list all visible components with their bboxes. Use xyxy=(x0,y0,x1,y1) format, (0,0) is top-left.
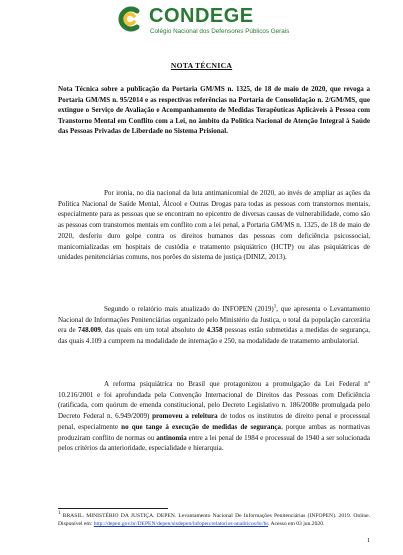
footnote-divider xyxy=(58,508,168,509)
document-title: NOTA TÉCNICA xyxy=(170,61,233,70)
page-number: 1 xyxy=(367,537,371,544)
brand-subtitle: Colégio Nacional dos Defensores Públicos Gerais xyxy=(150,28,290,35)
paragraph-2-text-d: pessoas estão submetidas a medidas de segurança, das quais 4.109 a cumprem na modalidade de internação e 250, na modalidade de tratamento ambulatorial. xyxy=(58,326,371,346)
paragraph-2-text-c: , das quais em um total absoluto de xyxy=(100,326,207,335)
paragraph-2-text-b: , que apresenta o Levantamento Nacional de Informações Penitenciárias organizado pelo Ministério da Justiça, o total da população carcerária era de xyxy=(58,305,371,335)
footnote-text: BRASIL. MINISTÉRIO DA JUSTIÇA. DEPEN. Levantamento Nacional De Informações Penitenciárias (INFOPEN). 2019. Online. Disponível em: xyxy=(58,513,370,527)
total-population: 748.009 xyxy=(78,326,101,335)
paragraph-3-bold-2: no que tange à execução de medidas de segurança xyxy=(121,422,282,431)
paragraph-3-bold-1: promoveu a releitura xyxy=(152,412,218,421)
footnote-number: 1 xyxy=(58,511,61,517)
footnote xyxy=(58,512,370,528)
paragraph-3-text-e: entre a lei penal de 1984 e processual de 1940 a ser solucionada pelos critérios da anterioridade, especialidade e hierarquia. xyxy=(58,433,371,453)
condege-logo-icon xyxy=(115,5,143,33)
footnote-ref[interactable]: 1 xyxy=(273,304,277,310)
paragraph-1: Por ironia, no dia nacional da luta antimanicomial de 2020, ao invés de ampliar as ações da Política Nacional de Saúde Mental, Álcool e Outras Drogas para todas as pessoas com transtornos mentais, especialmente para as pessoas que se encontram no epicentro de diversas causas de vulnerabilidade, como são as pessoas com transtornos mentais em conflito com a lei penal, a Portaria GM/MS n. 1325, de 18 de maio de 2020, desferiu duro golpe contra os direitos humanos das pessoas com deficiência psicossocial, manicomializadas em hospitais de custódia e tratamento psiquiátrico (HCTP) ou alas psiquiátricas de unidades penitenciárias comuns, nos porões do sistema de justiça (DINIZ, 2013). xyxy=(58,189,370,262)
brand-name: CONDEGE xyxy=(149,5,254,27)
paragraph-3-text-d: , porque ambas as normativas produziram conflito de normas ou xyxy=(58,422,370,442)
footnote-link[interactable]: http://depen.gov.br/DEPEN/depen/sisdepen/infopen/relatorios-analiticos/br/br xyxy=(93,521,268,527)
paragraph-2-text-a: Segundo o relatório mais atualizado do INFOPEN (2019) xyxy=(104,305,274,313)
paragraph-3-text-c: de todos os institutos de direito penal e processual penal, especialmente xyxy=(58,412,370,431)
paragraph-3-bold-3: antinomia xyxy=(156,433,187,442)
security-measures-count: 4.358 xyxy=(206,326,223,335)
paragraph-3-text-a: A reforma psiquiátrica no Brasil que protagonizou a promulgação da Lei Federal nº 10.216/2001 e foi aprofundada pela Convenção Internacional de Direitos das Pessoas com Deficiência (ratificada, com quórum de emenda constitucional, pelo Decreto Legislativo n. 186/2008e promulgada pelo Decreto Federal n. 6.949/2009) xyxy=(58,380,370,421)
paragraph-2 xyxy=(58,304,370,347)
condege-logo xyxy=(115,5,295,37)
paragraph-3 xyxy=(58,379,370,454)
abstract-paragraph: Nota Técnica sobre a publicação da Portaria GM/MS n. 1325, de 18 de maio de 2020, que revoga a Portaria GM/MS n. 95/2014 e as respectivas referências na Portaria de Consolidação n. 2/GM/MS, que extingue o Serviço de Avaliação e Acompanhamento de Medidas Terapêuticas Aplicáveis à Pessoa com Transtorno Mental em Conflito com a Lei, no âmbito da Política Nacional de Atenção Integral à Saúde das Pessoas Privadas de Liberdade no Sistema Prisional. xyxy=(58,85,370,136)
footnote-end: . Acesso em 03 jun.2020. xyxy=(267,521,325,527)
